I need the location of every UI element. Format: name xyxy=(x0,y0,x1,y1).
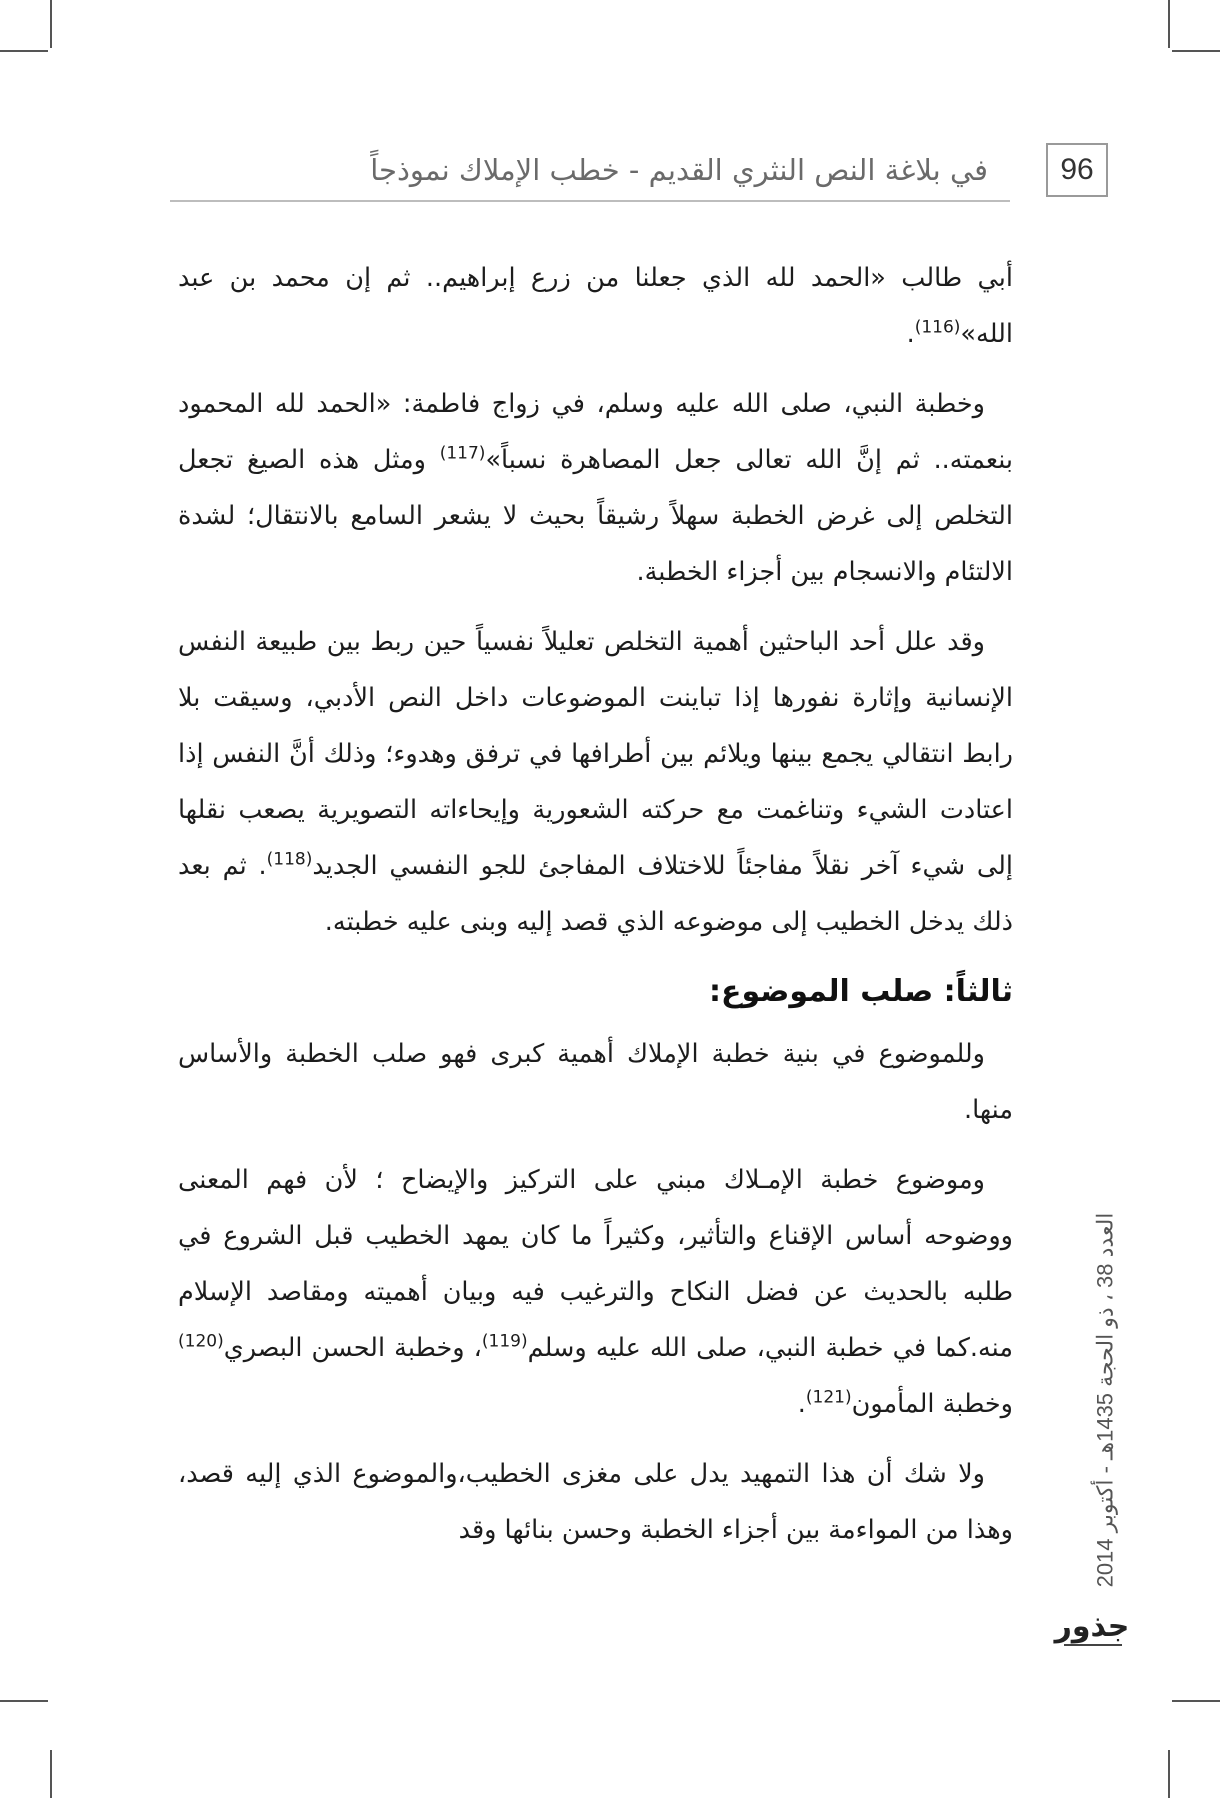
paragraph-text: . xyxy=(797,1389,806,1419)
paragraph-text: أبي طالب «الحمد لله الذي جعلنا من زرع إبراهيم.. ثم إن محمد بن عبد الله» xyxy=(178,263,1013,349)
header-divider xyxy=(170,200,1010,202)
paragraph xyxy=(178,614,1013,950)
paragraph-text: . xyxy=(906,319,915,349)
crop-mark xyxy=(0,50,48,52)
paragraph xyxy=(178,376,1013,600)
logo-underline xyxy=(1064,1644,1122,1646)
crop-mark xyxy=(1172,50,1220,52)
crop-mark xyxy=(1172,1700,1220,1702)
footnote-ref[interactable]: (118) xyxy=(266,849,313,870)
article-body xyxy=(178,250,1013,1572)
footnote-ref[interactable]: (120) xyxy=(178,1331,224,1352)
paragraph xyxy=(178,250,1013,362)
paragraph xyxy=(178,1152,1013,1432)
paragraph: وللموضوع في بنية خطبة الإملاك أهمية كبرى فهو صلب الخطبة والأساس منها. xyxy=(178,1039,1013,1125)
footnote-ref[interactable]: (117) xyxy=(439,443,486,464)
crop-mark xyxy=(1168,1750,1170,1798)
page-number: 96 xyxy=(1046,143,1108,197)
crop-mark xyxy=(0,1700,48,1702)
footnote-ref[interactable]: (119) xyxy=(481,1331,528,1352)
paragraph-text: . ثم بعد ذلك يدخل الخطيب إلى موضوعه الذي قصد إليه وبنى عليه خطبته. xyxy=(178,851,1013,937)
issue-info-text: العدد 38 ، ذو الحجة 1435هـ - أكتوبر 2014 xyxy=(1092,1212,1118,1588)
footnote-ref[interactable]: (121) xyxy=(805,1387,852,1408)
paragraph-text: وخطبة النبي، صلى الله عليه وسلم، في زواج فاطمة: «الحمد لله المحمود بنعمته.. ثم إنَّ الله تعالى جعل المصاهرة نسباً» xyxy=(178,389,1013,475)
paragraph-text: وموضوع خطبة الإمـلاك مبني على التركيز والإيضاح ؛ لأن فهم المعنى ووضوحه أساس الإقناع والتأثير، وكثيراً ما كان يمهد الخطيب قبل الشروع في طلبه بالحديث عن فضل النكاح والترغيب فيه وبيان أهميته ومقاصد الإسلام منه.كما في خطبة النبي، صلى الله عليه وسلم xyxy=(178,1165,1013,1363)
paragraph-text: ومثل هذه الصيغ تجعل التخلص إلى غرض الخطبة سهلاً رشيقاً بحيث لا يشعر السامع بالانتقال؛ لشدة الالتئام والانسجام بين أجزاء الخطبة. xyxy=(178,445,1013,587)
crop-mark xyxy=(50,0,52,48)
footnote-ref[interactable]: (116) xyxy=(914,317,961,338)
section-heading: ثالثاً: صلب الموضوع: xyxy=(709,974,1013,1009)
paragraph-text: ، وخطبة الحسن البصري xyxy=(223,1333,482,1363)
paragraph-text: وقد علل أحد الباحثين أهمية التخلص تعليلاً نفسياً حين ربط بين طبيعة النفس الإنسانية وإثارة نفورها إذا تباينت الموضوعات داخل النص الأدبي، وسيقت بلا رابط انتقالي يجمع بينها ويلائم بين أطرافها في ترفق وهدوء؛ وذلك أنَّ النفس إذا اعتادت الشيء وتناغمت مع حركته الشعورية وإيحاءاته التصويرية يصعب نقلها إلى شيء آخر نقلاً مفاجئاً للاختلاف المفاجئ للجو النفسي الجديد xyxy=(178,627,1013,881)
issue-info xyxy=(1085,1190,1125,1610)
running-title: في بلاغة النص النثري القديم - خطب الإملاك نموذجاً xyxy=(370,153,988,187)
crop-mark xyxy=(50,1750,52,1798)
paragraph: ولا شك أن هذا التمهيد يدل على مغزى الخطيب،والموضوع الذي إليه قصد، وهذا من المواءمة بين أجزاء الخطبة وحسن بنائها وقد xyxy=(178,1459,1013,1545)
journal-logo: جذور xyxy=(1054,1608,1130,1644)
crop-mark xyxy=(1168,0,1170,48)
paragraph-text: وخطبة المأمون xyxy=(851,1389,1013,1419)
